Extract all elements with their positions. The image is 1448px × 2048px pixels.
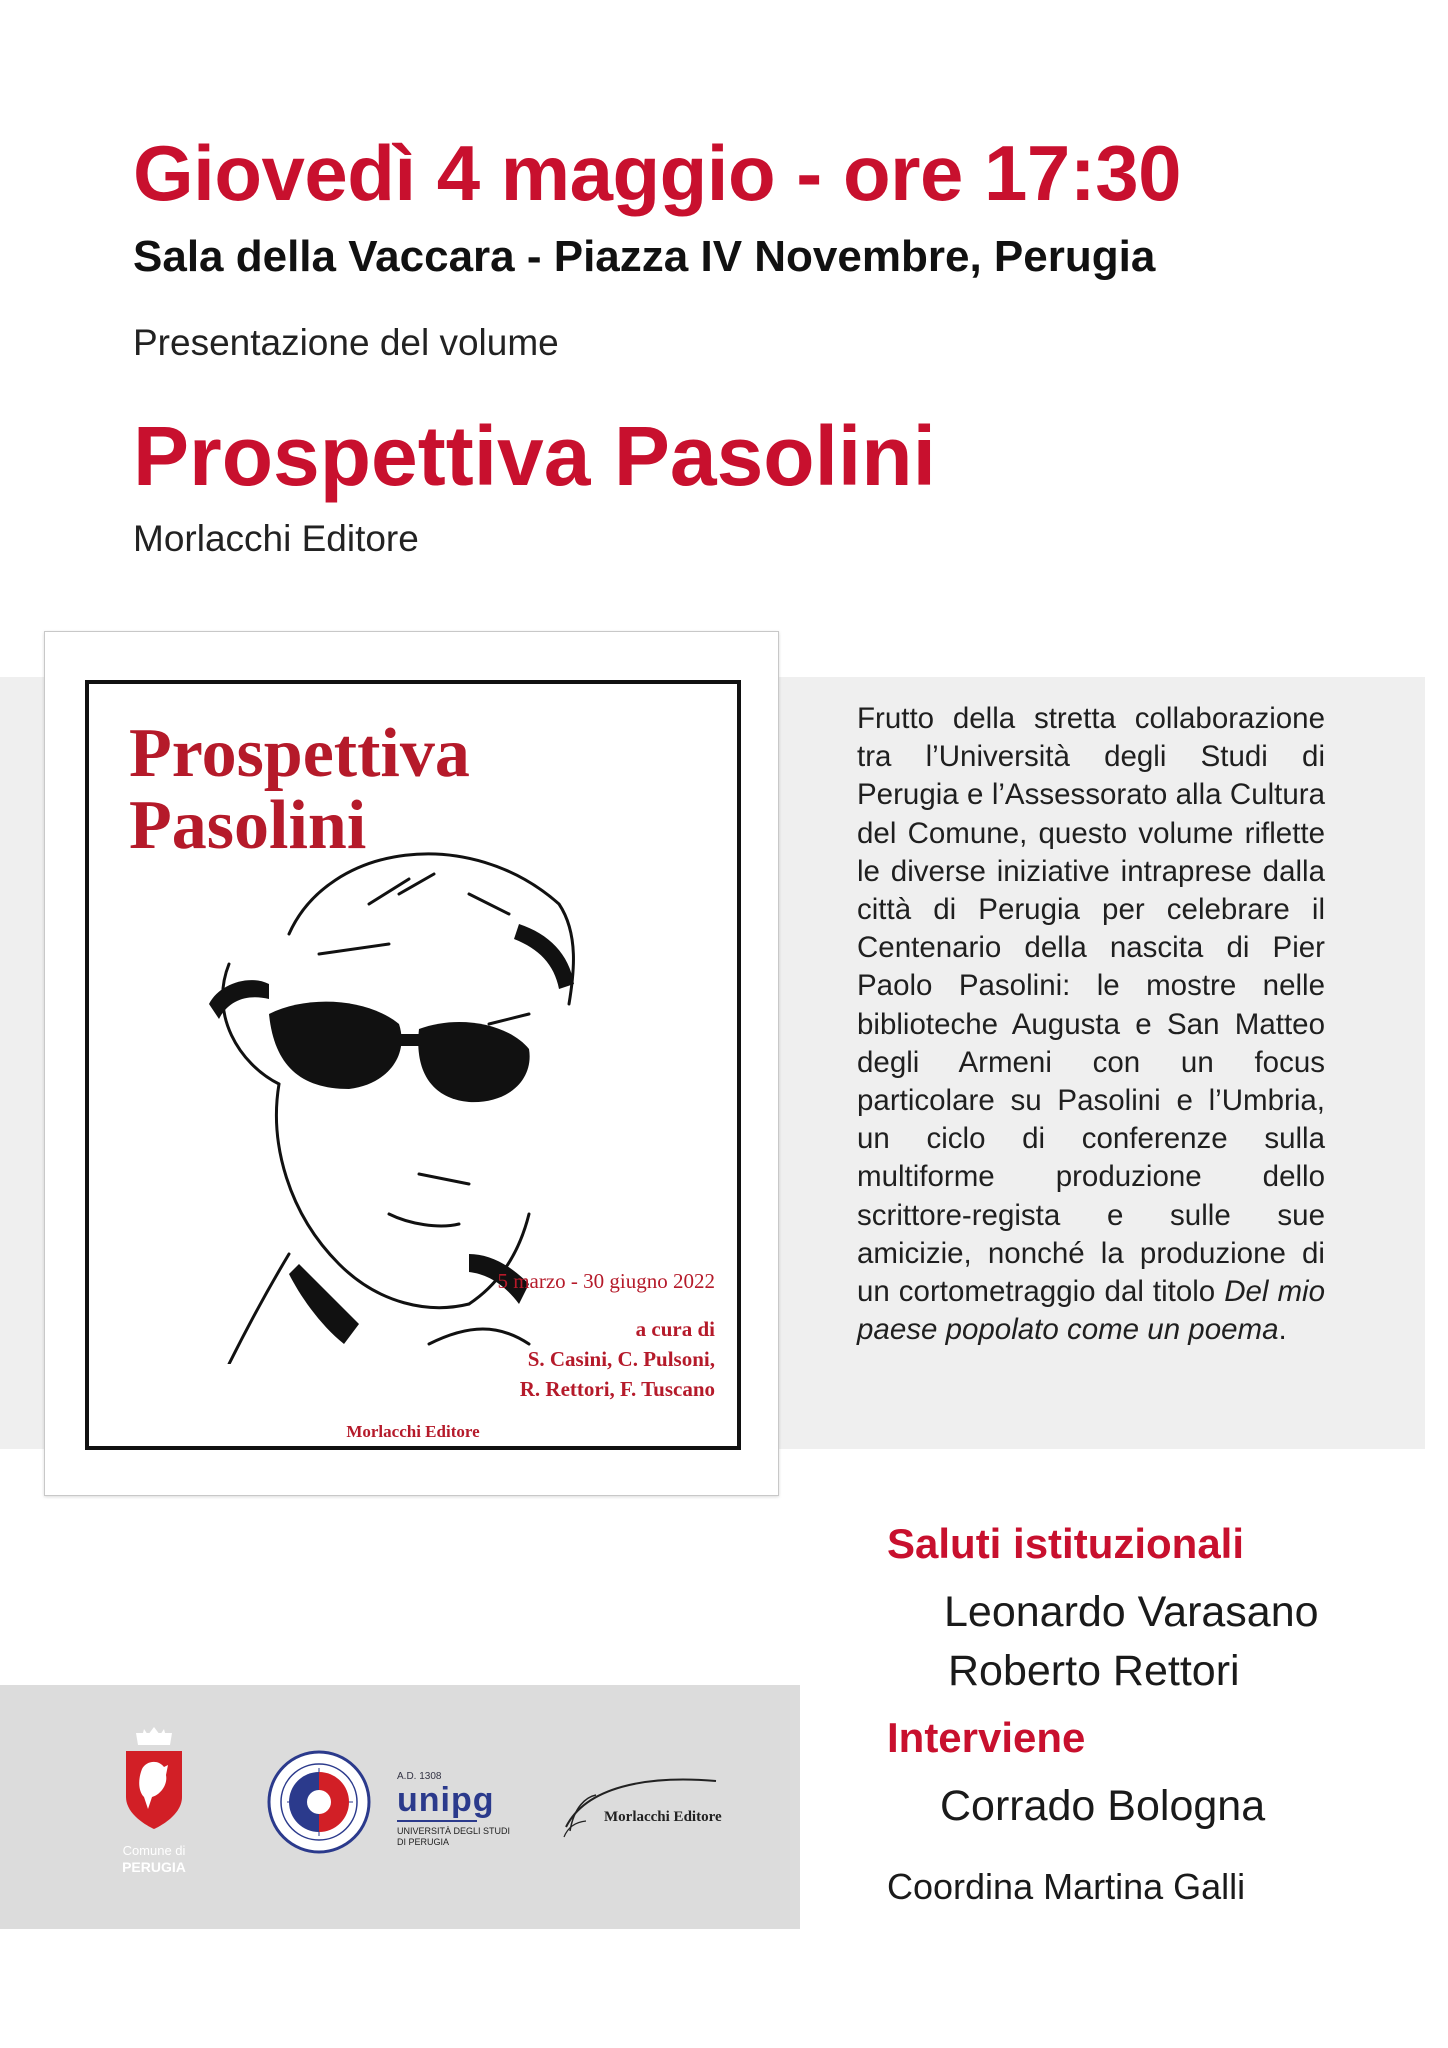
comune-label-line-1: Comune di [122, 1843, 186, 1858]
event-venue: Sala della Vaccara - Piazza IV Novembre, Perugia [133, 232, 1156, 281]
unipg-subtitle-line-2: DI PERUGIA [397, 1837, 450, 1847]
cover-title-line-2: Pasolini [129, 787, 367, 864]
greetings-name: Roberto Rettori [948, 1647, 1240, 1695]
cover-curators-line-1: S. Casini, C. Pulsoni, [527, 1347, 715, 1371]
book-title: Prospettiva Pasolini [133, 409, 936, 503]
unipg-seal-icon [267, 1750, 371, 1854]
book-cover-card [44, 631, 779, 1496]
cover-dates: 5 marzo - 30 giugno 2022 [497, 1269, 715, 1293]
partner-logos-band [0, 1685, 800, 1929]
comune-perugia-logo [114, 1725, 194, 1875]
publisher-name: Morlacchi Editore [133, 518, 419, 559]
description-end: . [1278, 1313, 1287, 1347]
film-title: Del mio paese popolato come un poema [857, 1275, 1326, 1347]
comune-label-line-2: PERUGIA [122, 1859, 186, 1875]
book-description [857, 700, 1325, 1349]
morlacchi-label: Morlacchi Editore [604, 1809, 722, 1825]
morlacchi-swoosh-icon [556, 1767, 756, 1847]
coordinator-line: Coordina Martina Galli [887, 1866, 1246, 1907]
unipg-word: unipg [397, 1781, 495, 1819]
cover-curators-line-2: R. Rettori, F. Tuscano [519, 1377, 715, 1401]
unipg-founding-year: A.D. 1308 [397, 1771, 442, 1782]
presentation-intro: Presentazione del volume [133, 322, 559, 363]
greetings-heading: Saluti istituzionali [887, 1520, 1245, 1567]
speaker-heading: Interviene [887, 1714, 1086, 1761]
book-cover-frame [85, 680, 741, 1450]
unipg-subtitle-line-1: UNIVERSITÀ DEGLI STUDI [397, 1826, 511, 1836]
description-text: Frutto della stretta collaborazione tra l’Università degli Studi di Perugia e l’Assessorato alla Cultura del Comune, questo volume riflette le diverse iniziative intraprese dalla città di Perugia per celebrare il Centenario della nascita di Pier Paolo Pasolini: le mostre nelle biblioteche Augusta e San Matteo degli Armeni con un focus particolare su Pasolini e l’Umbria, un ciclo di conferenze sulla multiforme produzione dello scrittore-regista e sulle sue amicizie, nonché la produzione di un cortometraggio dal titolo [857, 702, 1325, 1309]
cover-curators [520, 1314, 715, 1404]
unipg-wordmark [397, 1771, 537, 1848]
unipg-underline [397, 1820, 477, 1822]
event-date: Giovedì 4 maggio - ore 17:30 [133, 129, 1181, 217]
greetings-name: Leonardo Varasano [944, 1588, 1319, 1636]
speaker-name: Corrado Bologna [940, 1782, 1266, 1830]
morlacchi-editore-logo [556, 1767, 756, 1847]
cover-editor: Morlacchi Editore [346, 1422, 480, 1441]
cover-title-line-1: Prospettiva [129, 715, 470, 792]
cover-curated-label: a cura di [635, 1317, 715, 1341]
